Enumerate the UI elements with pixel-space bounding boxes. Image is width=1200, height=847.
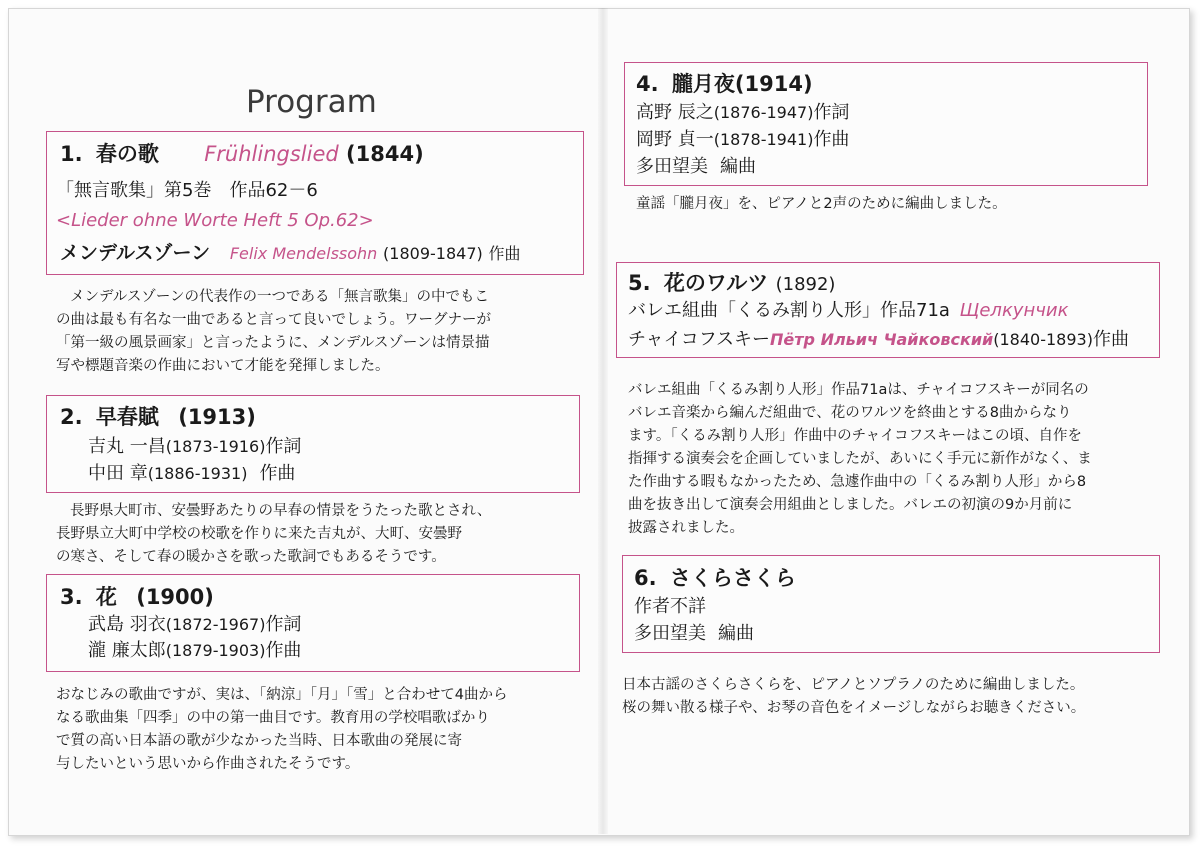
piece-6-number: 6. [634,566,657,590]
credit-years: (1878-1941) [713,130,814,149]
piece-1-number: 1. [60,142,83,166]
piece-6-title: さくらさくら [669,566,796,590]
piece-2-credit-music [88,463,295,485]
piece-1-collection: 「無言歌集」第5巻 作品62－6 [56,180,318,201]
piece-3-title: 花 [95,585,117,609]
credit-role: 作詞 [265,614,302,635]
piece-4-heading [636,71,813,97]
desc-line: 指揮する演奏会を企画していましたが、あいにく手元に新作がなく、ま [628,451,1092,467]
piece-4-credit-arrangement [636,156,756,178]
page-title: Program [246,84,377,120]
piece-5-composer-years: (1840-1893) [993,330,1093,349]
credit-name: 岡野 貞一 [636,129,714,150]
piece-5-title: 花のワルツ [663,271,769,295]
piece-4-description [636,193,1007,216]
piece-2-heading [60,404,256,430]
piece-5-composer-role: 作曲 [1092,329,1129,350]
piece-5-suite [628,300,1068,322]
piece-5-description [628,379,1092,540]
desc-line: た作曲する暇もなかったため、急遽作曲中の「くるみ割り人形」から8 [628,474,1087,490]
piece-1-title: 春の歌 [95,142,159,166]
credit-years: (1879-1903) [165,641,266,660]
piece-3-number: 3. [60,585,83,609]
desc-line: 日本古謡のさくらさくらを、ピアノとソプラノのために編曲しました。 [622,677,1085,693]
piece-4-credit-music [636,129,849,151]
piece-3-description [56,684,507,776]
piece-4-year: (1914) [734,72,813,96]
credit-role: 作曲 [813,129,850,150]
piece-1-year: (1844) [346,142,424,166]
credit-role: 作曲 [265,640,302,661]
piece-3-year: (1900) [136,585,214,609]
credit-role: 作曲 [259,463,296,484]
piece-6-description [622,674,1085,720]
piece-5-heading [628,270,835,298]
desc-line: の曲は最も有名な一曲であると言って良いでしょう。ワーグナーが [56,312,491,328]
credit-name: 多田望美 [634,623,706,644]
page-fold [598,8,608,834]
piece-6-credit-arrangement [634,623,754,645]
desc-line: ます。「くるみ割り人形」作曲中のチャイコフスキーはこの頃、自作を [628,428,1082,444]
desc-line: 童謡「朧月夜」を、ピアノと2声のために編曲しました。 [636,196,1007,212]
piece-1-composer-role: 作曲 [488,244,521,263]
piece-4-credit-lyrics [636,102,849,124]
piece-1-heading [60,141,424,167]
credit-name: 武島 羽衣 [88,614,166,635]
piece-5-year: (1892) [775,274,836,295]
credit-role: 編曲 [720,156,756,177]
credit-name: 高野 辰之 [636,102,714,123]
credit-role: 作詞 [813,102,850,123]
piece-4-title: 朧月夜 [671,72,735,96]
desc-line: で質の高い日本語の歌が少なかった当時、日本歌曲の発展に寄 [56,733,462,749]
desc-line: 写や標題音楽の作曲において才能を発揮しました。 [56,358,390,374]
credit-role: 作詞 [265,436,302,457]
piece-4-number: 4. [636,72,659,96]
piece-3-credit-lyrics [88,614,301,636]
credit-years: (1876-1947) [713,103,814,122]
credit-name: 中田 章 [88,463,148,484]
piece-2-credit-lyrics [88,436,301,458]
desc-line: 長野県大町市、安曇野あたりの早春の情景をうたった歌とされ、 [70,503,492,519]
piece-6-credit-author [634,596,706,618]
piece-1-composer-ja: メンデルスゾーン [60,242,211,264]
credit-years: (1886-1931) [147,464,248,483]
piece-2-title: 早春賦 [95,405,159,429]
desc-line: 曲を抜き出して演奏会用組曲としました。バレエの初演の9か月前に [628,497,1073,513]
desc-line: バレエ音楽から編んだ組曲で、花のワルツを終曲とする8曲からなり [628,405,1072,421]
desc-line: 「第一級の風景画家」と言ったように、メンデルスゾーンは情景描 [56,335,490,351]
piece-6-heading [634,565,796,591]
credit-years: (1873-1916) [165,437,266,456]
credit-role: 編曲 [718,623,754,644]
desc-line: 長野県立大町中学校の校歌を作りに来た吉丸が、大町、安曇野 [56,526,462,542]
piece-1-composer-years: (1809-1847) [383,244,483,263]
piece-1-collection-foreign: <Lieder ohne Worte Heft 5 Op.62> [56,210,374,231]
desc-line: バレエ組曲「くるみ割り人形」作品71aは、チャイコフスキーが同名の [628,382,1089,398]
desc-line: なる歌曲集「四季」の中の第一曲目です。教育用の学校唱歌ばかり [56,710,490,726]
piece-1-foreign-title: Frühlingslied [204,142,339,166]
piece-5-composer-foreign: Пётр Ильич Чайковский [770,330,994,349]
credit-name: 吉丸 一昌 [88,436,166,457]
piece-1-composer [60,242,521,265]
piece-1-composer-foreign: Felix Mendelssohn [229,244,378,263]
desc-line: 与したいという思いから作曲されたそうです。 [56,756,360,772]
piece-5-composer-ja: チャイコフスキー [628,329,771,350]
desc-line: メンデルスゾーンの代表作の一つである「無言歌集」の中でもこ [70,289,490,305]
piece-5-composer [628,329,1129,351]
credit-name: 瀧 廉太郎 [88,640,166,661]
piece-2-year: (1913) [178,405,256,429]
piece-2-number: 2. [60,405,83,429]
credit-years: (1872-1967) [165,615,266,634]
piece-3-heading [60,584,214,610]
piece-2-description [56,500,491,569]
desc-line: 披露されました。 [628,520,744,536]
piece-3-credit-music [88,640,301,662]
desc-line: おなじみの歌曲ですが、実は、「納涼」「月」「雪」と合わせて4曲から [56,687,508,703]
desc-line: の寒さ、そして春の暖かさを歌った歌詞でもあるそうです。 [56,549,446,565]
piece-5-suite-ja: バレエ組曲「くるみ割り人形」作品71a [628,300,950,321]
piece-1-description [56,286,491,378]
credit-name: 多田望美 [636,156,708,177]
desc-line: 桜の舞い散る様子や、お琴の音色をイメージしながらお聴きください。 [622,700,1086,716]
piece-5-suite-foreign: Щелкунчик [959,300,1069,321]
credit-name: 作者不詳 [634,596,706,617]
piece-5-number: 5. [628,271,651,295]
